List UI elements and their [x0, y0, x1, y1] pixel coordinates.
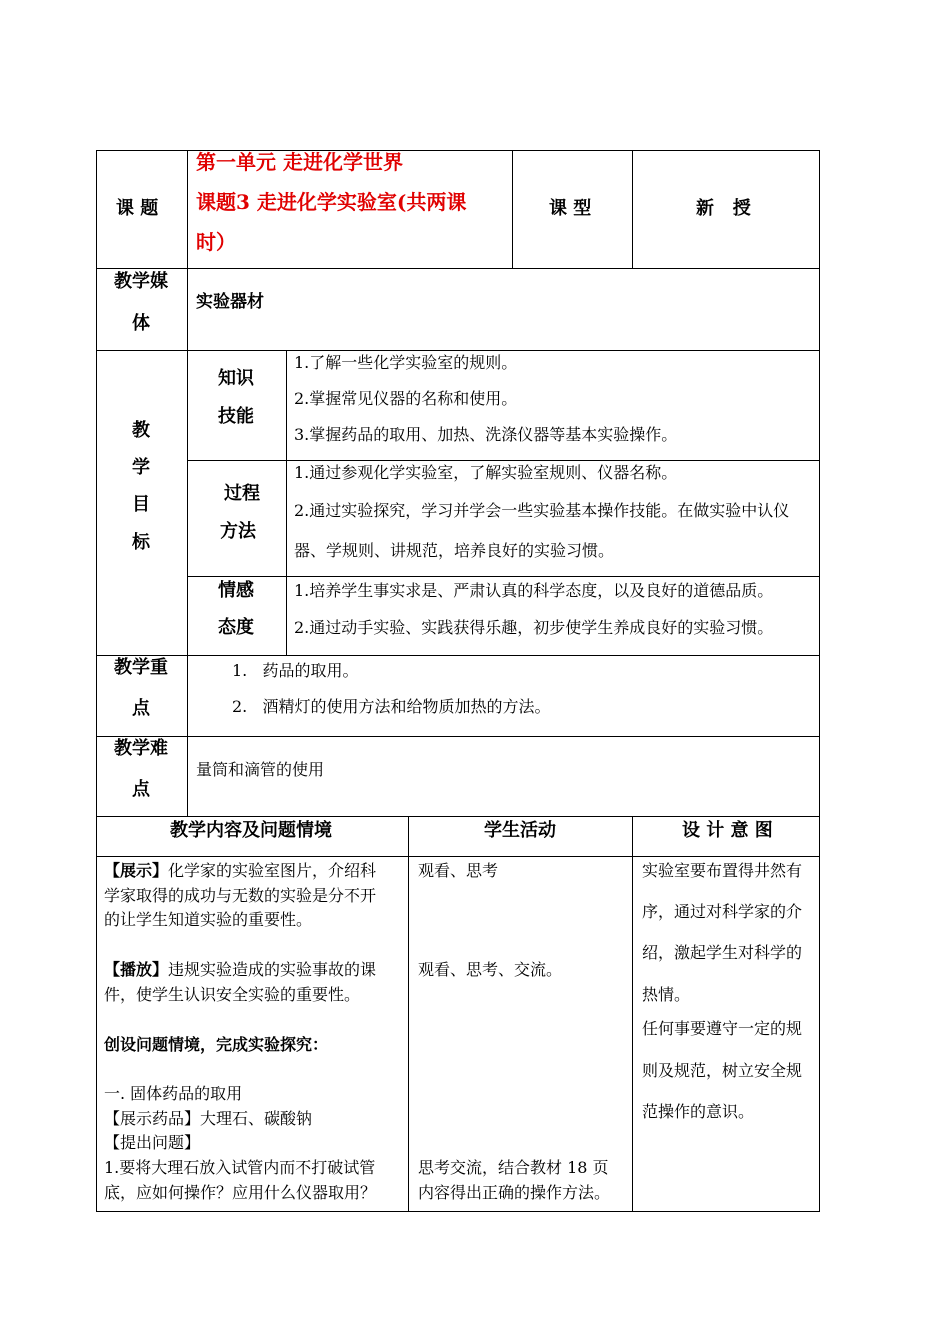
topic-label: 课 题 [116, 198, 159, 219]
lesson-title-continued: 时） [196, 230, 236, 254]
design-intent: 热情。 [642, 985, 691, 1004]
objectives-label-char: 教 [132, 420, 150, 441]
key-points-label: 教学重 [114, 657, 168, 678]
knowledge-item: 3.掌握药品的取用、加热、洗涤仪器等基本实验操作。 [294, 425, 678, 444]
column-header-content: 教学内容及问题情境 [170, 820, 332, 841]
design-intent: 序，通过对科学家的介 [642, 902, 803, 921]
content-line: 一. 固体药品的取用 [104, 1084, 243, 1103]
table-border [632, 150, 633, 268]
process-item: 1.通过参观化学实验室，了解实验室规则、仪器名称。 [294, 463, 678, 482]
table-border [187, 576, 820, 577]
process-label: 过程 [224, 483, 260, 504]
emotion-item: 2.通过动手实验、实践获得乐趣，初步使学生养成良好的实验习惯。 [294, 618, 774, 637]
design-intent: 任何事要遵守一定的规 [642, 1019, 803, 1038]
emotion-item: 1.培养学生事实求是、严肃认真的科学态度，以及良好的道德品质。 [294, 581, 774, 600]
content-line: 底，应如何操作？应用什么仪器取用？ [104, 1183, 377, 1202]
lesson-title: 课题3 走进化学实验室(共两课 [196, 190, 467, 214]
table-border [96, 150, 97, 1212]
content-line: 【播放】违规实验造成的实验事故的课 [104, 960, 377, 979]
student-activity: 内容得出正确的操作方法。 [418, 1183, 611, 1202]
content-line: 学家取得的成功与无数的实验是分不开 [104, 886, 377, 905]
knowledge-label: 技能 [218, 406, 254, 427]
key-points-label: 点 [132, 698, 150, 719]
type-label: 课 型 [549, 198, 592, 219]
objectives-label-char: 学 [132, 457, 150, 478]
knowledge-label: 知识 [218, 368, 254, 389]
table-border [286, 350, 287, 655]
key-point-item: 2. 酒精灯的使用方法和给物质加热的方法。 [232, 697, 551, 716]
objectives-label-char: 标 [132, 532, 150, 553]
table-border [96, 655, 820, 656]
student-activity: 思考交流，结合教材 18 页 [418, 1158, 609, 1177]
content-line: 件，使学生认识安全实验的重要性。 [104, 985, 361, 1004]
media-label: 教学媒 [114, 271, 168, 292]
difficult-point-value: 量筒和滴管的使用 [196, 760, 325, 779]
knowledge-item: 2.掌握常见仪器的名称和使用。 [294, 389, 518, 408]
content-line: 【提出问题】 [104, 1133, 201, 1152]
objectives-label-char: 目 [132, 494, 150, 515]
table-border [512, 150, 513, 268]
process-item: 2.通过实验探究，学习并学会一些实验基本操作技能。在做实验中认仪 [294, 501, 790, 520]
knowledge-item: 1.了解一些化学实验室的规则。 [294, 353, 518, 372]
table-border [96, 1211, 820, 1212]
design-intent: 绍，激起学生对科学的 [642, 943, 803, 962]
table-border [96, 816, 820, 817]
unit-title: 第一单元 走进化学世界 [196, 150, 403, 174]
table-border [819, 150, 820, 1212]
table-border [96, 736, 820, 737]
table-border [632, 816, 633, 1211]
content-line: 的让学生知道实验的重要性。 [104, 910, 313, 929]
table-border [187, 150, 188, 816]
emotion-label: 态度 [218, 617, 254, 638]
student-activity: 观看、思考、交流。 [418, 960, 563, 979]
process-item: 器、学规则、讲规范，培养良好的实验习惯。 [294, 541, 615, 560]
student-activity: 观看、思考 [418, 861, 499, 880]
difficult-points-label: 点 [132, 779, 150, 800]
emotion-label: 情感 [218, 580, 254, 601]
type-value: 新 授 [696, 198, 751, 219]
column-header-design: 设 计 意 图 [682, 820, 773, 841]
media-label: 体 [132, 313, 150, 334]
table-border [408, 816, 409, 1211]
content-line: 1.要将大理石放入试管内而不打破试管 [104, 1158, 376, 1177]
content-line: 【展示】化学家的实验室图片，介绍科 [104, 861, 377, 880]
design-intent: 实验室要布置得井然有 [642, 861, 803, 880]
column-header-student: 学生活动 [484, 820, 556, 841]
table-border [96, 856, 820, 857]
design-intent: 范操作的意识。 [642, 1102, 755, 1121]
content-section-heading: 创设问题情境，完成实验探究： [104, 1035, 329, 1054]
design-intent: 则及规范，树立安全规 [642, 1061, 803, 1080]
media-value: 实验器材 [196, 292, 264, 312]
difficult-points-label: 教学难 [114, 738, 168, 759]
content-line: 【展示药品】大理石、碳酸钠 [104, 1109, 313, 1128]
process-label: 方法 [220, 521, 256, 542]
key-point-item: 1. 药品的取用。 [232, 661, 359, 680]
table-border [96, 268, 820, 269]
